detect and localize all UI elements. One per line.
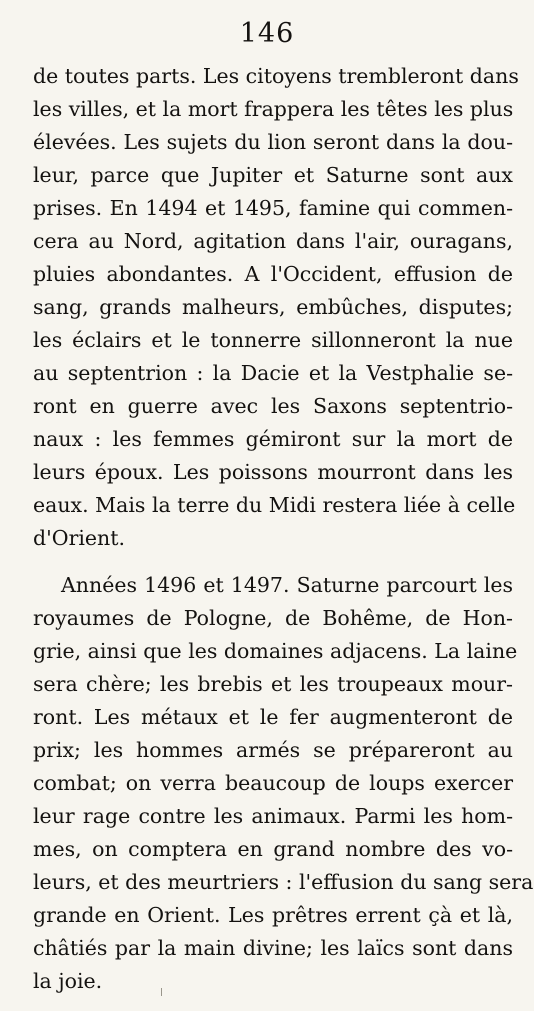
page-number: 146 xyxy=(239,18,295,49)
paragraph-gap xyxy=(33,555,513,569)
text-line: grie, ainsi que les domaines adjacens. La laine xyxy=(33,639,518,663)
text-line: prises. En 1494 et 1495, famine qui commen- xyxy=(33,196,513,220)
text-line: pluies abondantes. A l'Occident, effusion de xyxy=(33,262,513,286)
text-line: ront en guerre avec les Saxons septentrio- xyxy=(33,394,513,418)
text-line: les villes, et la mort frappera les têtes les plus xyxy=(33,97,514,121)
text-line: leurs époux. Les poissons mourront dans les xyxy=(33,460,513,484)
text-line: prix; les hommes armés se prépareront au xyxy=(33,738,513,762)
text-line: sang, grands malheurs, embûches, disputes; xyxy=(33,295,513,319)
print-mark xyxy=(161,988,162,996)
text-line: sera chère; les brebis et les troupeaux mour- xyxy=(33,672,513,696)
text-line: eaux. Mais la terre du Midi restera liée à celle xyxy=(33,493,516,517)
text-line: Années 1496 et 1497. Saturne parcourt les xyxy=(61,573,513,597)
text-line: élevées. Les sujets du lion seront dans la dou- xyxy=(33,130,513,154)
text-line: au septentrion : la Dacie et la Vestphalie se- xyxy=(33,361,513,385)
paragraph-1 xyxy=(33,60,519,555)
text-line: leur rage contre les animaux. Parmi les hom- xyxy=(33,804,513,828)
text-line: les éclairs et le tonnerre sillonneront la nue xyxy=(33,328,513,352)
text-line: ront. Les métaux et le fer augmenteront de xyxy=(33,705,513,729)
text-line: la joie. xyxy=(33,969,103,993)
text-line: grande en Orient. Les prêtres errent çà et là, xyxy=(33,903,513,927)
text-line: châtiés par la main divine; les laïcs sont dans xyxy=(33,936,513,960)
text-line: mes, on comptera en grand nombre des vo- xyxy=(33,837,513,861)
paragraph-2 xyxy=(33,569,534,998)
text-line: leurs, et des meurtriers : l'effusion du sang sera xyxy=(33,870,534,894)
text-line: d'Orient. xyxy=(33,526,126,550)
text-line: combat; on verra beaucoup de loups exercer xyxy=(33,771,513,795)
text-line: naux : les femmes gémiront sur la mort de xyxy=(33,427,513,451)
text-line: leur, parce que Jupiter et Saturne sont aux xyxy=(33,163,513,187)
text-line: royaumes de Pologne, de Bohême, de Hon- xyxy=(33,606,513,630)
text-line: de toutes parts. Les citoyens trembleront dans xyxy=(33,64,519,88)
text-line: cera au Nord, agitation dans l'air, ouragans, xyxy=(33,229,513,253)
body-text xyxy=(33,60,534,998)
